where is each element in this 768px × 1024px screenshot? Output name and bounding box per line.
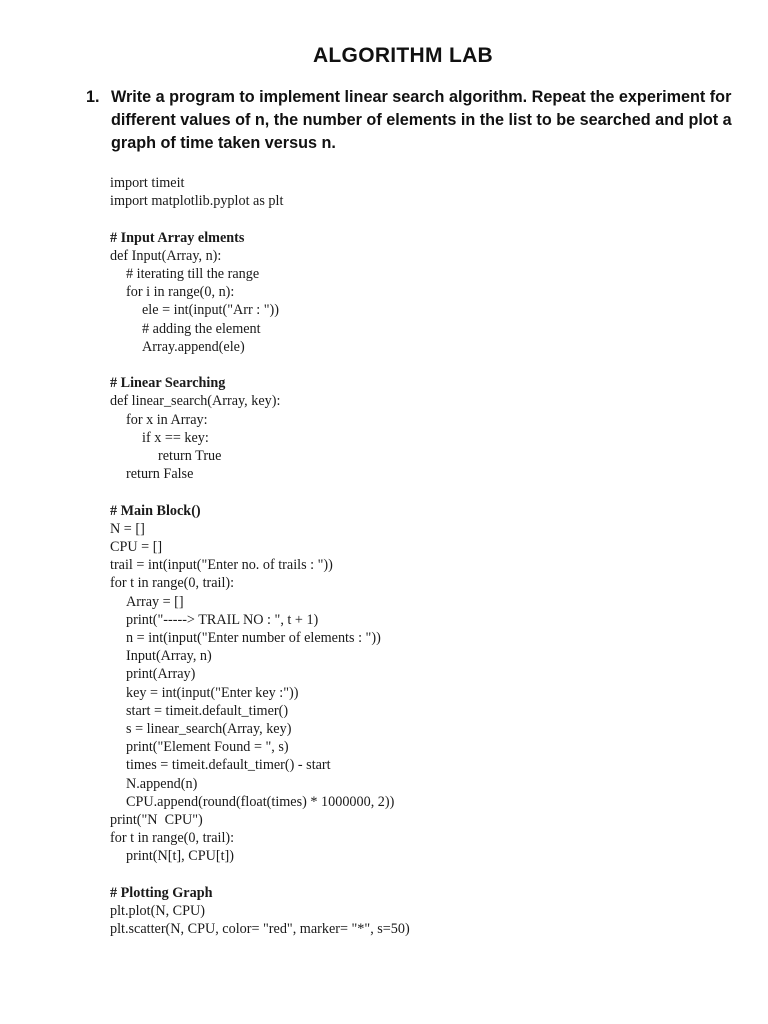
code-line: plt.scatter(N, CPU, color= "red", marker= "*", s=50) xyxy=(110,921,410,938)
question-block xyxy=(86,86,736,155)
code-section-comment: # Input Array elments xyxy=(110,229,245,246)
code-line: if x == key: xyxy=(142,429,209,446)
code-section-comment: # Plotting Graph xyxy=(110,884,213,901)
code-line: CPU.append(round(float(times) * 1000000, 2)) xyxy=(126,793,395,810)
question-line: graph of time taken versus n. xyxy=(111,134,336,152)
code-line: # adding the element xyxy=(142,320,261,337)
code-line: N = [] xyxy=(110,520,145,537)
code-line: times = timeit.default_timer() - start xyxy=(126,757,331,774)
code-line: import timeit xyxy=(110,175,185,191)
code-line: # iterating till the range xyxy=(126,266,260,282)
code-line: key = int(input("Enter key :")) xyxy=(126,684,299,701)
code-line: for t in range(0, trail): xyxy=(110,575,235,592)
code-line: n = int(input("Enter number of elements : ")) xyxy=(126,630,381,647)
code-line: Array.append(ele) xyxy=(142,338,245,355)
code-blank-line xyxy=(110,483,710,501)
code-blank-line xyxy=(110,356,710,374)
code-line: s = linear_search(Array, key) xyxy=(126,721,292,738)
code-line: return False xyxy=(126,466,194,483)
code-line: import matplotlib.pyplot as plt xyxy=(110,193,284,210)
code-line: print(Array) xyxy=(126,666,196,683)
code-line: print(N[t], CPU[t]) xyxy=(126,848,234,865)
code-line: for i in range(0, n): xyxy=(126,284,235,301)
question-line: Write a program to implement linear search algorithm. Repeat the experiment for xyxy=(111,88,732,106)
code-section-comment: # Linear Searching xyxy=(110,375,226,392)
code-line: CPU = [] xyxy=(110,539,163,556)
code-line: N.append(n) xyxy=(126,775,198,792)
code-line: start = timeit.default_timer() xyxy=(126,702,289,719)
code-line: for t in range(0, trail): xyxy=(110,830,235,847)
code-blank-line xyxy=(110,210,710,228)
code-line: def linear_search(Array, key): xyxy=(110,393,281,410)
question-line: different values of n, the number of elements in the list to be searched and plot a xyxy=(111,111,732,129)
code-line: trail = int(input("Enter no. of trails : ")) xyxy=(110,557,333,574)
code-line: plt.plot(N, CPU) xyxy=(110,903,205,920)
code-blank-line xyxy=(110,866,710,884)
code-line: return True xyxy=(158,448,222,465)
code-line: Array = [] xyxy=(126,593,184,610)
code-line: Input(Array, n) xyxy=(126,648,212,665)
code-line: def Input(Array, n): xyxy=(110,247,222,264)
code-section-comment: # Main Block() xyxy=(110,502,201,519)
code-line: print("N CPU") xyxy=(110,812,203,829)
code-line: print("-----> TRAIL NO : ", t + 1) xyxy=(126,611,319,628)
code-line: print("Element Found = ", s) xyxy=(126,739,289,756)
question-number: 1. xyxy=(86,88,100,106)
code-line: for x in Array: xyxy=(126,411,208,428)
code-line: ele = int(input("Arr : ")) xyxy=(142,302,279,319)
page-title: ALGORITHM LAB xyxy=(312,44,494,67)
code-listing xyxy=(110,174,710,938)
